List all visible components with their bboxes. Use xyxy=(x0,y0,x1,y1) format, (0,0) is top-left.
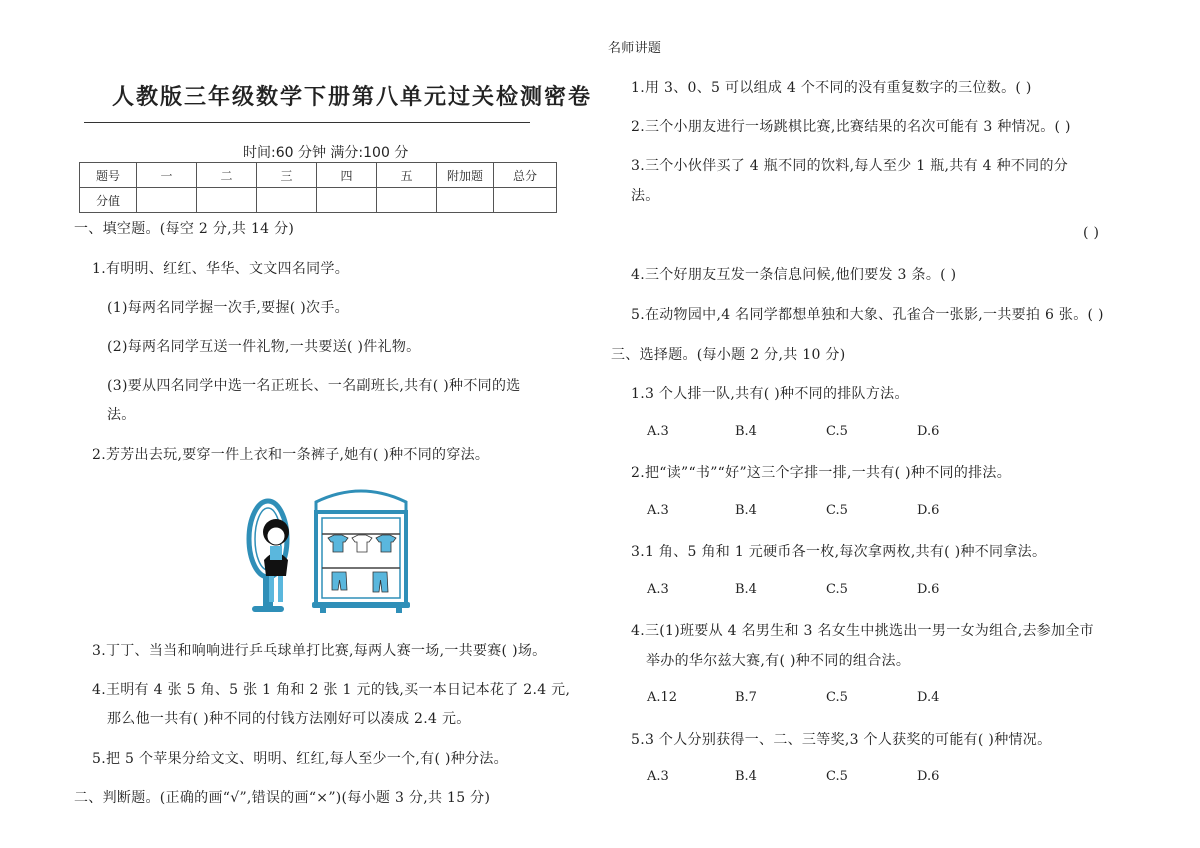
time-score-line: 时间:60 分钟 满分:100 分 xyxy=(243,145,409,161)
option-c: C.5 xyxy=(826,424,848,439)
question-text: 4.三(1)班要从 4 名男生和 3 名女生中挑选出一男一女为组合,去参加全市 xyxy=(631,623,1094,639)
score-input-cell[interactable] xyxy=(317,188,377,213)
table-header-cell: 五 xyxy=(377,163,437,188)
page-title: 人教版三年级数学下册第八单元过关检测密卷 xyxy=(112,85,593,110)
option-b: B.4 xyxy=(735,424,757,439)
question-text: 5.在动物园中,4 名同学都想单独和大象、孔雀合一张影,一共要拍 6 张。( ) xyxy=(631,307,1104,323)
option-a: A.3 xyxy=(647,582,669,597)
question-text: 1.3 个人排一队,共有( )种不同的排队方法。 xyxy=(631,386,909,402)
table-row-label: 分值 xyxy=(80,188,137,213)
option-c: C.5 xyxy=(826,582,848,597)
question-text: 3.1 角、5 角和 1 元硬币各一枚,每次拿两枚,共有( )种不同拿法。 xyxy=(631,544,1047,560)
option-d: D.6 xyxy=(917,503,940,518)
section-heading: 二、判断题。(正确的画“√”,错误的画“×”)(每小题 3 分,共 15 分) xyxy=(74,790,491,806)
score-input-cell[interactable] xyxy=(494,188,557,213)
question-text: (1)每两名同学握一次手,要握( )次手。 xyxy=(107,300,349,316)
table-header-cell: 总分 xyxy=(494,163,557,188)
option-d: D.4 xyxy=(917,690,940,705)
option-a: A.3 xyxy=(647,503,669,518)
wardrobe-icon xyxy=(312,491,410,613)
option-c: C.5 xyxy=(826,769,848,784)
question-text: 2.把“读”“书”“好”这三个字排一排,一共有( )种不同的排法。 xyxy=(631,465,1012,481)
option-a: A.3 xyxy=(647,424,669,439)
question-text: (2)每两名同学互送一件礼物,一共要送( )件礼物。 xyxy=(107,339,421,355)
section-heading: 一、填空题。(每空 2 分,共 14 分) xyxy=(74,221,295,237)
option-b: B.4 xyxy=(735,582,757,597)
question-text: 3.丁丁、当当和响响进行乒乓球单打比赛,每两人赛一场,一共要赛( )场。 xyxy=(92,643,547,659)
table-row xyxy=(80,163,557,188)
question-text: 举办的华尔兹大赛,有( )种不同的组合法。 xyxy=(646,653,911,669)
question-text: 4.三个好朋友互发一条信息问候,他们要发 3 条。( ) xyxy=(631,267,957,283)
question-text: 1.用 3、0、5 可以组成 4 个不同的没有重复数字的三位数。( ) xyxy=(631,80,1032,96)
table-row xyxy=(80,188,557,213)
title-divider xyxy=(84,122,530,123)
header-label: 名师讲题 xyxy=(608,41,662,56)
table-header-cell: 附加题 xyxy=(437,163,494,188)
question-text: 法。 xyxy=(107,407,136,423)
table-header-cell: 一 xyxy=(137,163,197,188)
option-b: B.4 xyxy=(735,769,757,784)
question-text: 2.三个小朋友进行一场跳棋比赛,比赛结果的名次可能有 3 种情况。( ) xyxy=(631,119,1071,135)
option-b: B.7 xyxy=(735,690,757,705)
score-input-cell[interactable] xyxy=(257,188,317,213)
question-text: 1.有明明、红红、华华、文文四名同学。 xyxy=(92,261,350,277)
question-text: 法。 xyxy=(631,188,660,204)
option-d: D.6 xyxy=(917,769,940,784)
table-header-cell: 题号 xyxy=(80,163,137,188)
score-input-cell[interactable] xyxy=(137,188,197,213)
question-text: (3)要从四名同学中选一名正班长、一名副班长,共有( )种不同的选 xyxy=(107,378,521,394)
option-d: D.6 xyxy=(917,582,940,597)
table-header-cell: 三 xyxy=(257,163,317,188)
table-header-cell: 二 xyxy=(197,163,257,188)
score-input-cell[interactable] xyxy=(437,188,494,213)
answer-paren: ( ) xyxy=(1083,225,1100,241)
option-c: C.5 xyxy=(826,503,848,518)
score-table xyxy=(79,162,557,213)
table-header-cell: 四 xyxy=(317,163,377,188)
wardrobe-illustration xyxy=(246,484,414,614)
section-heading: 三、选择题。(每小题 2 分,共 10 分) xyxy=(611,347,846,363)
option-a: A.3 xyxy=(647,769,669,784)
question-text: 4.王明有 4 张 5 角、5 张 1 角和 2 张 1 元的钱,买一本日记本花了 2.4 元, xyxy=(92,682,571,698)
option-b: B.4 xyxy=(735,503,757,518)
score-input-cell[interactable] xyxy=(377,188,437,213)
option-d: D.6 xyxy=(917,424,940,439)
question-text: 5.把 5 个苹果分给文文、明明、红红,每人至少一个,有( )种分法。 xyxy=(92,751,508,767)
question-text: 2.芳芳出去玩,要穿一件上衣和一条裤子,她有( )种不同的穿法。 xyxy=(92,447,490,463)
option-a: A.12 xyxy=(647,690,678,705)
question-text: 3.三个小伙伴买了 4 瓶不同的饮料,每人至少 1 瓶,共有 4 种不同的分 xyxy=(631,158,1069,174)
option-c: C.5 xyxy=(826,690,848,705)
question-text: 5.3 个人分别获得一、二、三等奖,3 个人获奖的可能有( )种情况。 xyxy=(631,732,1052,748)
score-input-cell[interactable] xyxy=(197,188,257,213)
question-text: 那么他一共有( )种不同的付钱方法刚好可以凑成 2.4 元。 xyxy=(107,711,471,727)
